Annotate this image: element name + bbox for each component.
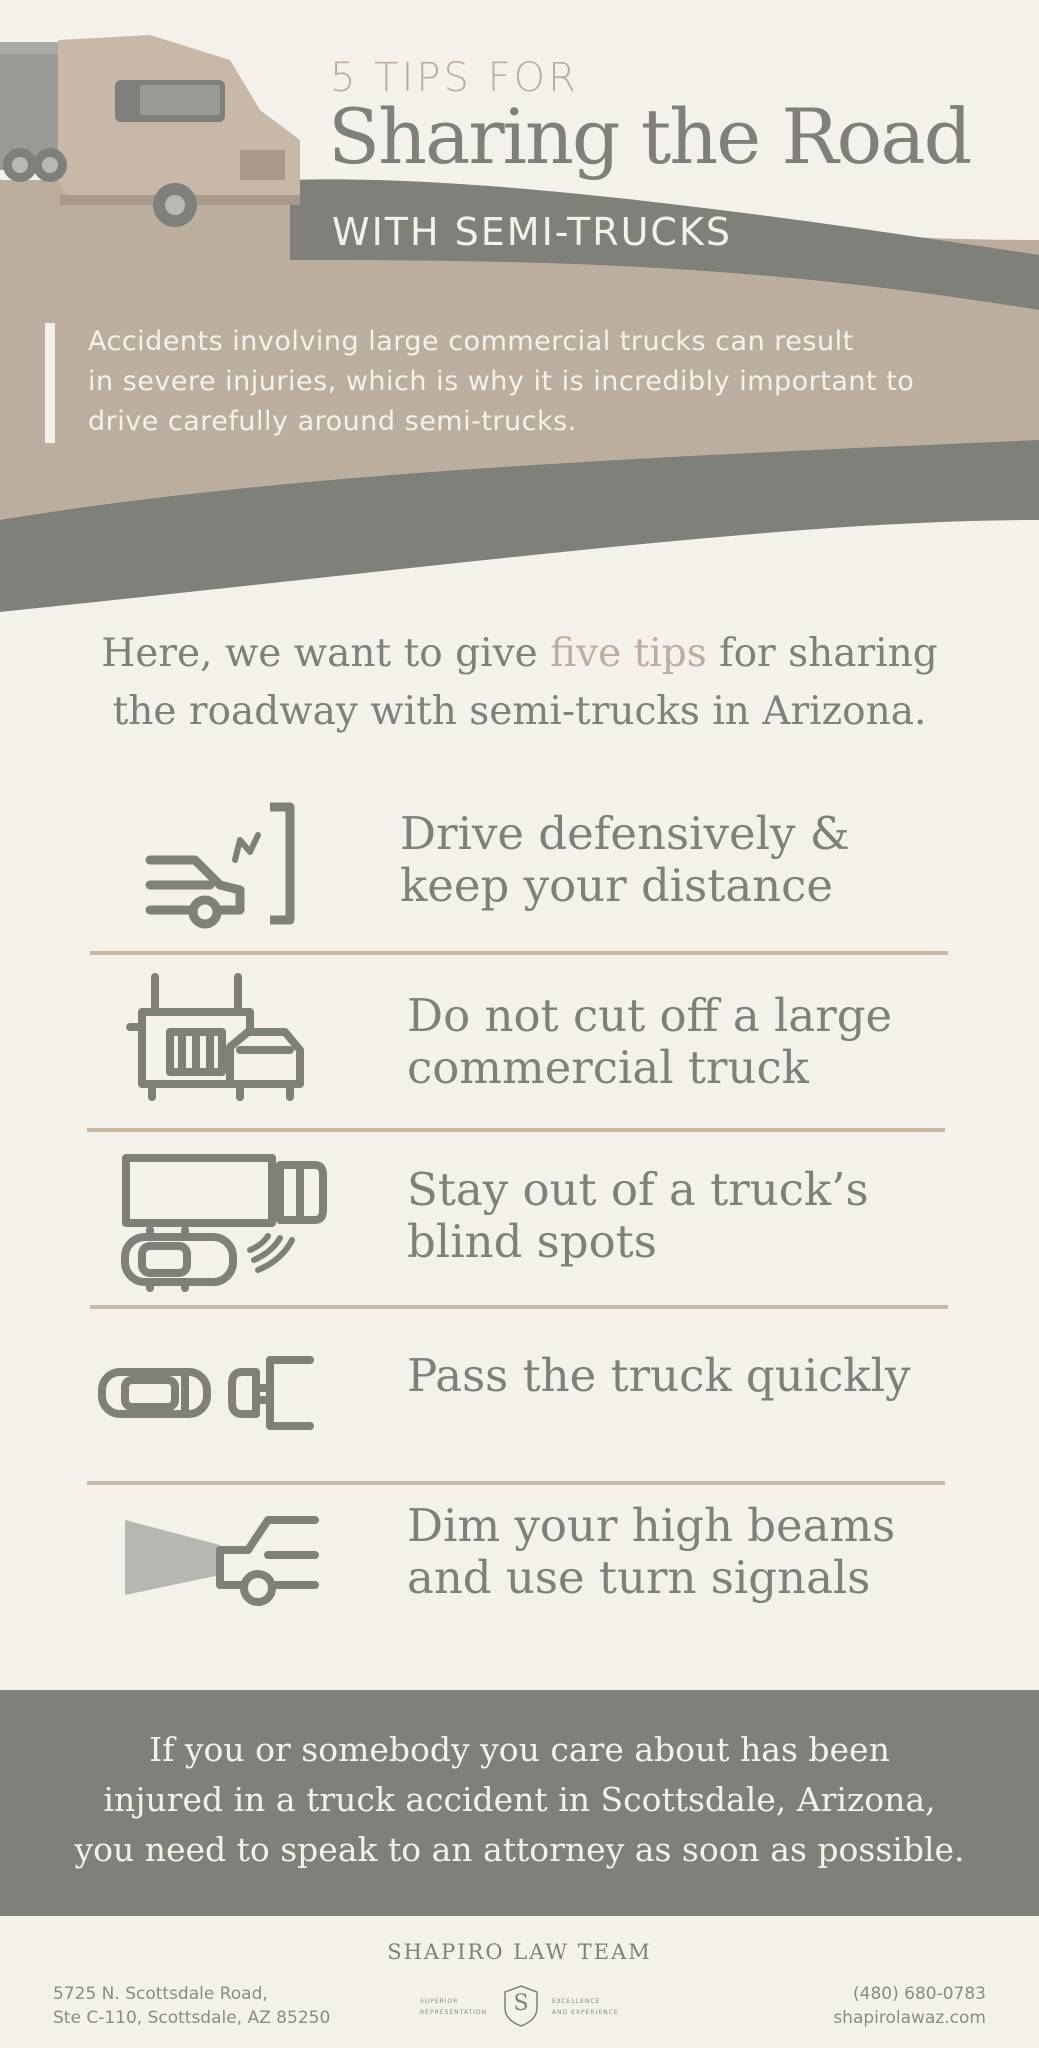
lead-text: Here, we want to give [101, 631, 551, 676]
header-kicker: 5 TIPS FOR [330, 55, 579, 101]
phone-number[interactable]: (480) 680-0783 [853, 1984, 986, 2004]
tip-label: Drive defensively & keep your distance [400, 807, 850, 912]
address-line: 5725 N. Scottsdale Road, [53, 1984, 268, 2004]
law-firm-seal-icon [502, 1984, 540, 2028]
tip-item [0, 1340, 1039, 1500]
header-banner [0, 0, 1039, 620]
firm-contact [833, 1982, 986, 2030]
intro-line: Accidents involving large commercial trucks can result [88, 326, 854, 357]
tip-label: Stay out of a truck’s blind spots [407, 1163, 869, 1268]
motto-line: AND EXPERIENCE [552, 2009, 619, 2016]
truck-and-car-icon [90, 972, 350, 1122]
tip-item [0, 1150, 1039, 1310]
divider [90, 951, 948, 955]
firm-name: SHAPIRO LAW TEAM [387, 1940, 652, 1964]
tip-label: Pass the truck quickly [407, 1349, 911, 1402]
intro-accent-bar [45, 323, 55, 443]
page-title: Sharing the Road [328, 92, 971, 181]
headlight-beam-icon [90, 1500, 350, 1650]
call-to-action-banner [0, 1690, 1039, 1916]
address-line: Ste C-110, Scottsdale, AZ 85250 [53, 2008, 331, 2028]
divider [87, 1481, 945, 1485]
intro-line: in severe injuries, which is why it is incredibly important to [88, 366, 915, 397]
tip-item [0, 972, 1039, 1132]
motto-line: EXCELLENCE [552, 1998, 601, 2005]
cta-line: injured in a truck accident in Scottsdale, Arizona, [103, 1780, 936, 1819]
cta-line: you need to speak to an attorney as soon as possible. [74, 1830, 965, 1869]
lead-text: for sharing [706, 631, 938, 676]
tip-item [0, 1500, 1039, 1660]
blind-spot-icon [90, 1150, 350, 1300]
firm-address [53, 1982, 330, 2030]
footer [0, 1916, 1039, 2048]
tip-label: Do not cut off a large commercial truck [407, 989, 893, 1094]
intro-line: drive carefully around semi-trucks. [88, 406, 577, 437]
lead-paragraph [0, 625, 1039, 741]
motto-line: REPRESENTATION [420, 2009, 488, 2016]
intro-text [88, 322, 1008, 442]
lead-highlight: five tips [550, 631, 707, 676]
tip-item [0, 800, 1039, 960]
passing-car-icon [90, 1340, 350, 1490]
website-link[interactable]: shapirolawaz.com [833, 2008, 986, 2028]
seal-letter: S [513, 1991, 529, 2016]
motto-line: SUPERIOR [420, 1998, 459, 2005]
motto-left [420, 1996, 495, 2018]
divider [87, 1128, 945, 1132]
lead-line-2: the roadway with semi-trucks in Arizona. [112, 689, 927, 734]
page-subtitle: WITH SEMI-TRUCKS [332, 210, 732, 254]
car-crash-icon [90, 800, 350, 950]
tip-label: Dim your high beams and use turn signals [407, 1499, 896, 1604]
cta-line: If you or somebody you care about has been [149, 1730, 890, 1769]
cta-text [0, 1725, 1039, 1875]
divider [90, 1305, 948, 1309]
motto-right [552, 1996, 632, 2018]
